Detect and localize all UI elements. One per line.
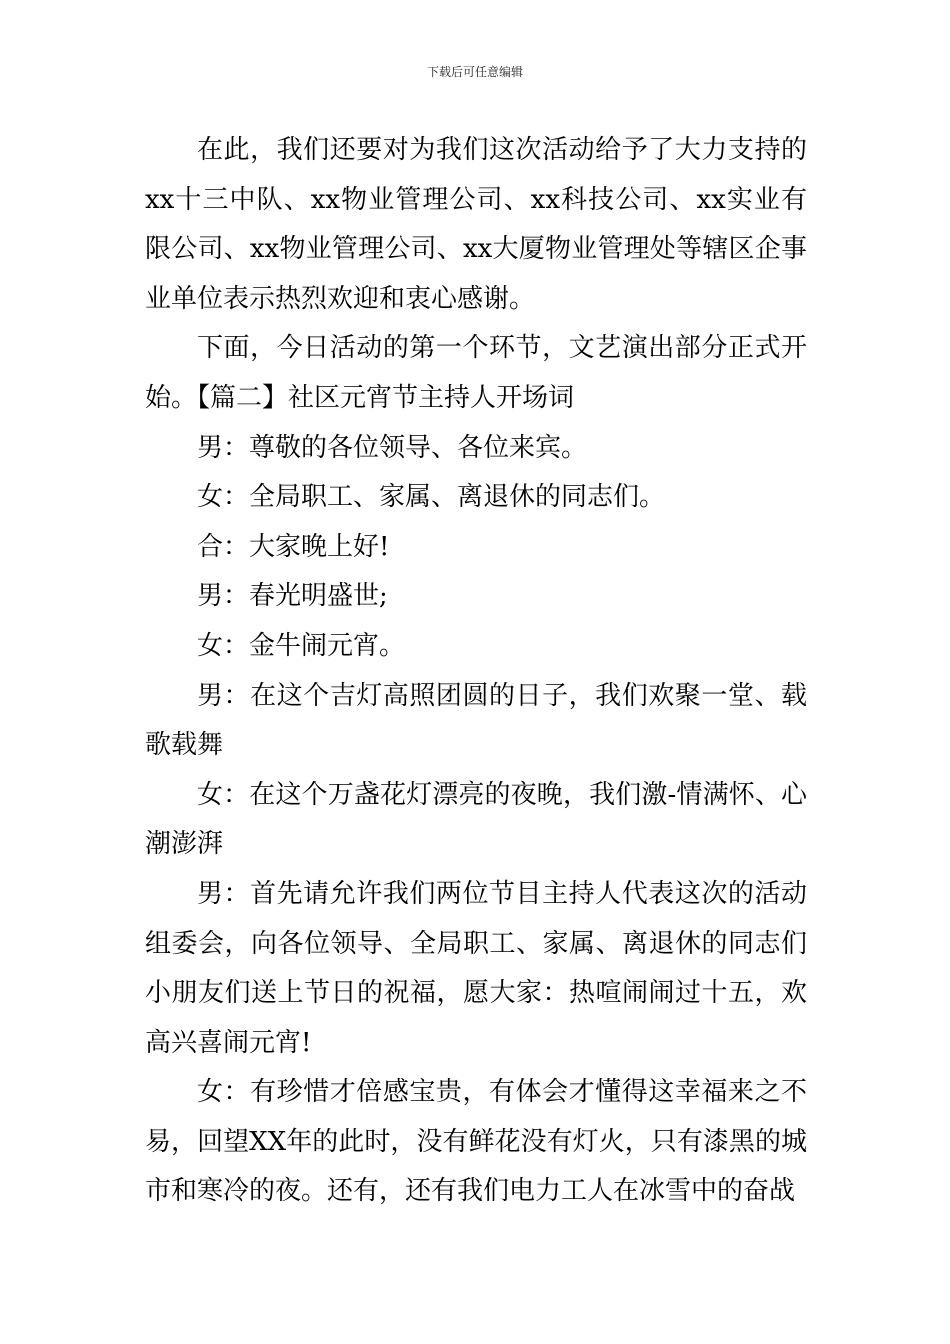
paragraph-line: 女：金牛闹元宵。 <box>197 630 406 661</box>
paragraph-line: 女：全局职工、家属、离退休的同志们。 <box>197 482 666 513</box>
paragraph-line: 男：首先请允许我们两位节目主持人代表这次的活动组委会，向各位领导、全局职工、家属、离退休的同志们小朋友们送上节日的祝福，愿大家：热喧闹闹过十五，欢高兴喜闹元宵! <box>145 878 807 1058</box>
paragraph-line: 合：大家晚上好! <box>197 531 390 562</box>
paragraph-line: 女：有珍惜才倍感宝贵，有体会才懂得这幸福来之不易，回望XX年的此时，没有鲜花没有灯火，只有漆黑的城市和寒冷的夜。还有，还有我们电力工人在冰雪中的奋战 <box>145 1077 807 1207</box>
paragraph-line: 女：在这个万盏花灯漂亮的夜晚，我们激-情满怀、心潮澎湃 <box>145 779 807 860</box>
document-body <box>145 126 807 1217</box>
paragraph-line: 男：尊敬的各位领导、各位来宾。 <box>197 432 588 463</box>
page-header-note: 下载后可任意编辑 <box>426 65 523 79</box>
paragraph-line: 男：春光明盛世; <box>197 581 388 612</box>
paragraph-line: 男：在这个吉灯高照团圆的日子，我们欢聚一堂、载歌载舞 <box>145 680 807 761</box>
paragraph-program-start: 下面，今日活动的第一个环节，文艺演出部分正式开始。【篇二】社区元宵节主持人开场词 <box>145 333 807 413</box>
paragraph-thanks: 在此，我们还要对为我们这次活动给予了大力支持的xx十三中队、xx物业管理公司、xx科技公司、xx实业有限公司、xx物业管理公司、xx大厦物业管理处等辖区企事业单位表示热烈欢迎和衷心感谢。 <box>145 135 807 314</box>
